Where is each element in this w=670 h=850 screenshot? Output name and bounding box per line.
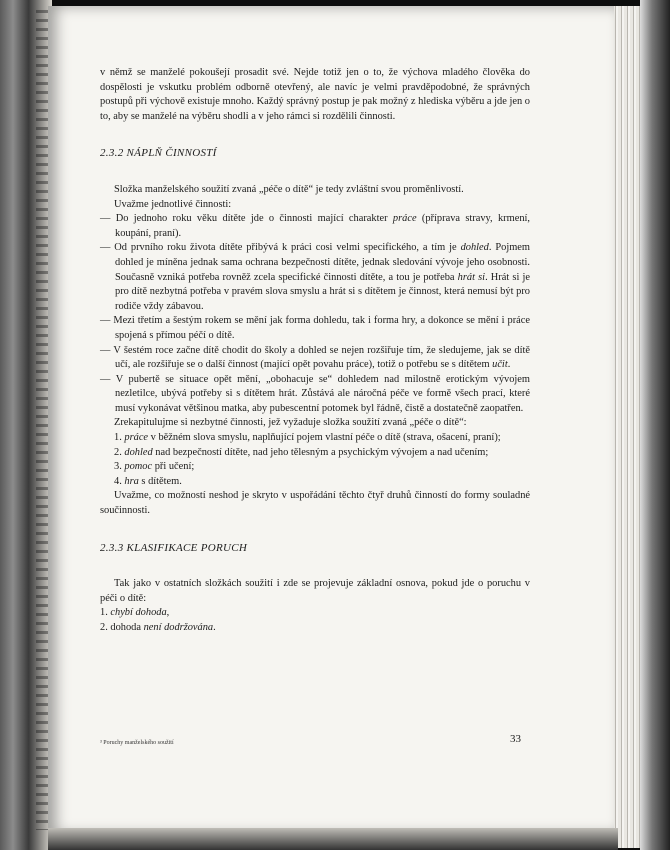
- numbered-item: [100, 606, 530, 621]
- list-item-emphasis: dohled: [460, 242, 489, 254]
- page-body: [100, 66, 530, 636]
- footnote: ³ Poruchy manželského soužití: [100, 740, 174, 746]
- item-text: při učení;: [152, 461, 195, 473]
- section-heading: 2.3.3 KLASIFIKACE PORUCH: [100, 541, 248, 554]
- item-text: .: [213, 622, 216, 633]
- paragraph: Uvažme, co možností neshod je skryto v uspořádání těchto čtyř druhů činností do formy souladné součinnosti.: [100, 490, 530, 517]
- list-item-text: — V šestém roce začne dítě chodit do školy a dohled se nejen rozšiřuje tím, že sledujeme, jak se dítě učí, ale rozšiřuje se o další činnost (mající opět povahu práce), totiž o potřebu se s dítětem: [100, 344, 530, 371]
- list-item-text: .: [507, 359, 511, 371]
- numbered-item: [100, 621, 530, 636]
- item-number: 4.: [114, 475, 125, 487]
- item-number: 1.: [114, 432, 125, 444]
- item-number: 1.: [100, 607, 111, 619]
- list-item: [100, 212, 530, 241]
- item-emphasis: není dodržována: [143, 622, 214, 633]
- list-item-emphasis: učit: [492, 359, 508, 371]
- item-emphasis: práce: [124, 432, 149, 444]
- item-text: nad bezpečností dítěte, nad jeho tělesným a psychickým vývojem a nad učením;: [152, 446, 489, 458]
- item-emphasis: chybí dohoda: [110, 607, 167, 619]
- list-item-text: . Hrát si je pro dítě nezbytná potřeba v pravém slova smyslu a hrát si s dítětem je činnost, která nemusí být pro rodiče vždy zábavou.: [115, 271, 530, 312]
- list-item-text: — Do jednoho roku věku dítěte jde o činnosti mající charakter: [100, 213, 393, 225]
- paragraph: Složka manželského soužití zvaná „péče o dítě“ je tedy zvláštní svou proměnlivostí.: [114, 183, 464, 195]
- list-item-text: . Pojmem dohled je míněna jednak sama ochrana bezpečnosti dítěte, jednak sledování vývoje jeho osobnosti. Současně vzniká potřeba rovněž zcela specifické činnosti dítěte, a tou je potřeba: [115, 242, 530, 283]
- list-item-text: (příprava stravy, krmení, koupání, praní).: [115, 213, 531, 239]
- item-emphasis: pomoc: [124, 461, 153, 473]
- page-bottom-shadow: [48, 828, 618, 850]
- item-number: 2.: [114, 446, 125, 458]
- numbered-item: [100, 431, 530, 446]
- book-right-edge: [640, 0, 670, 850]
- item-text: v běžném slova smyslu, naplňující pojem vlastní péče o dítě (strava, ošacení, praní);: [148, 432, 501, 444]
- page-number: 33: [510, 733, 521, 745]
- list-item-text: — Od prvního roku života dítěte přibývá k práci cosi velmi specifického, a tím je: [100, 242, 461, 254]
- item-emphasis: dohled: [124, 446, 153, 458]
- list-item: [100, 344, 530, 373]
- list-item: — Mezi třetím a šestým rokem se mění jak forma dohledu, tak i forma hry, a dokonce se mění i práce spojená s přímou péčí o dítě.: [100, 315, 530, 341]
- paragraph: Tak jako v ostatních složkách soužití i zde se projevuje základní osnova, pokud jde o poruchu v péči o dítě:: [100, 578, 530, 604]
- paragraph: Zrekapitulujme si nezbytné činnosti, jež vyžaduje složka soužití zvaná „péče o dítě“:: [114, 417, 467, 429]
- paragraph: Uvažme jednotlivé činnosti:: [114, 198, 232, 210]
- item-text: 2. dohoda: [100, 622, 144, 633]
- list-item: — V pubertě se situace opět mění, „obohacuje se“ dohledem nad milostně erotickým vývojem nezletilce, ubývá potřeby si s dítětem hrát. Zůstává ale náročná péče ve formě všech prací, které musí vykonávat většinou matka, aby pubescentní potomek byl řádně, čistě a dostatečně zaopatřen.: [100, 373, 530, 414]
- paragraph: v němž se manželé pokoušejí prosadit své. Nejde totiž jen o to, že výchova mladého člověka do dospělosti je vskutku problém odborně otevřený, ale navíc je velmi pravděpodobné, že správných postupů při výchově existuje mnoho. Každý správný postup je pak možný z hlediska výběru a jde jen o to, aby se manželé na výběru shodli a v jeho rámci si rozdělili činnosti.: [100, 67, 530, 122]
- numbered-item: [100, 475, 530, 490]
- item-text: ,: [166, 607, 170, 619]
- list-item-emphasis: hrát si: [457, 271, 486, 283]
- numbered-item: [100, 460, 530, 475]
- item-number: 3.: [114, 461, 125, 473]
- item-emphasis: hra: [124, 475, 139, 487]
- item-text: s dítětem.: [138, 475, 182, 487]
- section-heading: 2.3.2 NÁPLŇ ČINNOSTÍ: [100, 147, 217, 160]
- list-item-emphasis: práce: [392, 213, 417, 225]
- list-item: [100, 241, 530, 314]
- numbered-item: [100, 446, 530, 461]
